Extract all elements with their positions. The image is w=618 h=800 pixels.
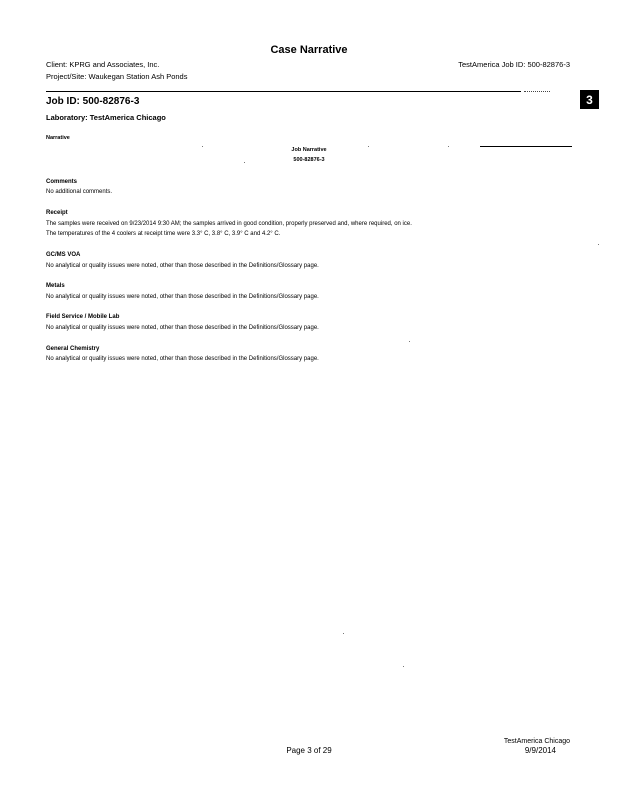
laboratory-heading: Laboratory: TestAmerica Chicago bbox=[46, 113, 166, 122]
comments-text: No additional comments. bbox=[46, 189, 113, 195]
job-id-heading: Job ID: 500-82876-3 bbox=[46, 96, 140, 107]
client-line: Client: KPRG and Associates, Inc. bbox=[46, 60, 160, 69]
section-tab[interactable] bbox=[580, 90, 599, 109]
general-chemistry-text: No analytical or quality issues were noted, other than those described in the Definitions/Glossary page. bbox=[46, 356, 319, 362]
header-divider bbox=[46, 91, 521, 92]
job-narrative-title: Job Narrative bbox=[291, 147, 327, 153]
narrative-label: Narrative bbox=[46, 135, 70, 141]
job-reference: TestAmerica Job ID: 500-82876-3 bbox=[458, 60, 570, 69]
receipt-text-1: The samples were received on 9/23/2014 9:30 AM; the samples arrived in good condition, properly preserved and, where required, on ice. bbox=[46, 221, 412, 227]
section-tab-number: 3 bbox=[586, 92, 593, 107]
scan-speck bbox=[403, 666, 404, 667]
page-number: Page 3 of 29 bbox=[286, 746, 332, 755]
scan-speck bbox=[409, 341, 410, 342]
page-title: Case Narrative bbox=[270, 44, 348, 56]
scan-speck bbox=[448, 146, 449, 147]
scan-speck bbox=[343, 633, 344, 634]
footer-lab-name: TestAmerica Chicago bbox=[503, 738, 570, 745]
scan-speck bbox=[598, 244, 599, 245]
scan-speck bbox=[202, 146, 203, 147]
job-narrative-id: 500-82876-3 bbox=[293, 157, 325, 163]
general-chemistry-heading: General Chemistry bbox=[46, 346, 100, 352]
gcms-voa-heading: GC/MS VOA bbox=[46, 252, 81, 258]
metals-text: No analytical or quality issues were noted, other than those described in the Definitions/Glossary page. bbox=[46, 294, 319, 300]
field-service-text: No analytical or quality issues were noted, other than those described in the Definitions/Glossary page. bbox=[46, 325, 319, 331]
header-divider-tail bbox=[524, 91, 550, 92]
scan-speck bbox=[244, 162, 245, 163]
field-service-heading: Field Service / Mobile Lab bbox=[46, 314, 120, 320]
scan-speck bbox=[368, 146, 369, 147]
footer-date: 9/9/2014 bbox=[524, 746, 556, 755]
receipt-text-2: The temperatures of the 4 coolers at receipt time were 3.3° C, 3.8° C, 3.9° C and 4.2° C. bbox=[46, 231, 281, 237]
project-line: Project/Site: Waukegan Station Ash Ponds bbox=[46, 72, 188, 81]
gcms-voa-text: No analytical or quality issues were noted, other than those described in the Definitions/Glossary page. bbox=[46, 263, 319, 269]
receipt-heading: Receipt bbox=[46, 210, 68, 216]
metals-heading: Metals bbox=[46, 283, 65, 289]
comments-heading: Comments bbox=[46, 179, 78, 185]
